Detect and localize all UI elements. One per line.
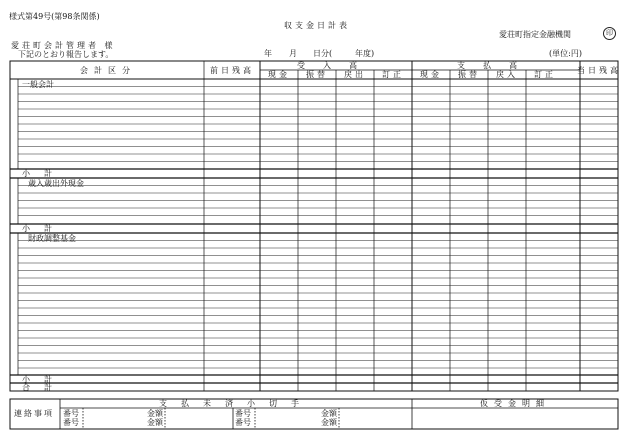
check-amount-label: 金額 [147, 418, 163, 427]
section-label-fiscal-fund: 財政調整基金 [28, 234, 76, 243]
seal-mark: 印 [603, 27, 616, 40]
receipt-col-refund: 戻出 [344, 70, 366, 79]
unsettled-checks-title: 支払未済小切手 [159, 399, 313, 408]
date-year: 年 [264, 49, 272, 58]
date-month: 月 [289, 49, 297, 58]
col-header-account: 会計区分 [80, 66, 136, 75]
col-header-payments: 支払高 [457, 61, 535, 70]
contact-label: 連絡事項 [14, 409, 54, 418]
payment-col-return: 戻入 [496, 70, 518, 79]
col-header-today-balance: 当日残高 [577, 66, 621, 75]
check-number-label: 番号 [235, 418, 251, 427]
check-amount-label: 金額 [321, 409, 337, 418]
payment-col-correction: 訂正 [534, 70, 556, 79]
date-fiscal-year: 年度) [355, 49, 375, 58]
date-day: 日分( [313, 49, 333, 58]
section-subtotal-outside-cash: 小計 [22, 224, 66, 233]
receipt-details-title: 仮受金明細 [480, 399, 550, 408]
receipt-col-transfer: 振替 [306, 70, 328, 79]
col-header-prev-balance: 前日残高 [210, 66, 254, 75]
form-number: 様式第49号(第98条関係) [9, 12, 100, 21]
report-note: 下記のとおり報告します。 [18, 50, 114, 59]
receipt-col-cash: 現金 [268, 70, 290, 79]
check-number-label: 番号 [63, 418, 79, 427]
section-label-outside-cash: 歳入歳出外現金 [28, 179, 84, 188]
section-subtotal-fiscal-fund: 小計 [22, 375, 66, 384]
receipt-col-correction: 訂正 [382, 70, 404, 79]
addressee: 愛荘町会計管理者 様 [11, 41, 116, 50]
form-title: 収支金日計表 [284, 21, 350, 30]
col-header-receipts: 受入高 [297, 61, 375, 70]
payment-col-transfer: 振替 [458, 70, 480, 79]
section-subtotal-general: 小計 [22, 169, 66, 178]
check-amount-label: 金額 [147, 409, 163, 418]
check-number-label: 番号 [235, 409, 251, 418]
section-label-general: 一般会計 [22, 80, 54, 89]
unit-label: (単位:円) [549, 49, 582, 58]
check-number-label: 番号 [63, 409, 79, 418]
institution-name: 愛荘町指定金融機関 [499, 30, 571, 39]
payment-col-cash: 現金 [420, 70, 442, 79]
grand-total-label: 合計 [22, 383, 66, 392]
check-amount-label: 金額 [321, 418, 337, 427]
